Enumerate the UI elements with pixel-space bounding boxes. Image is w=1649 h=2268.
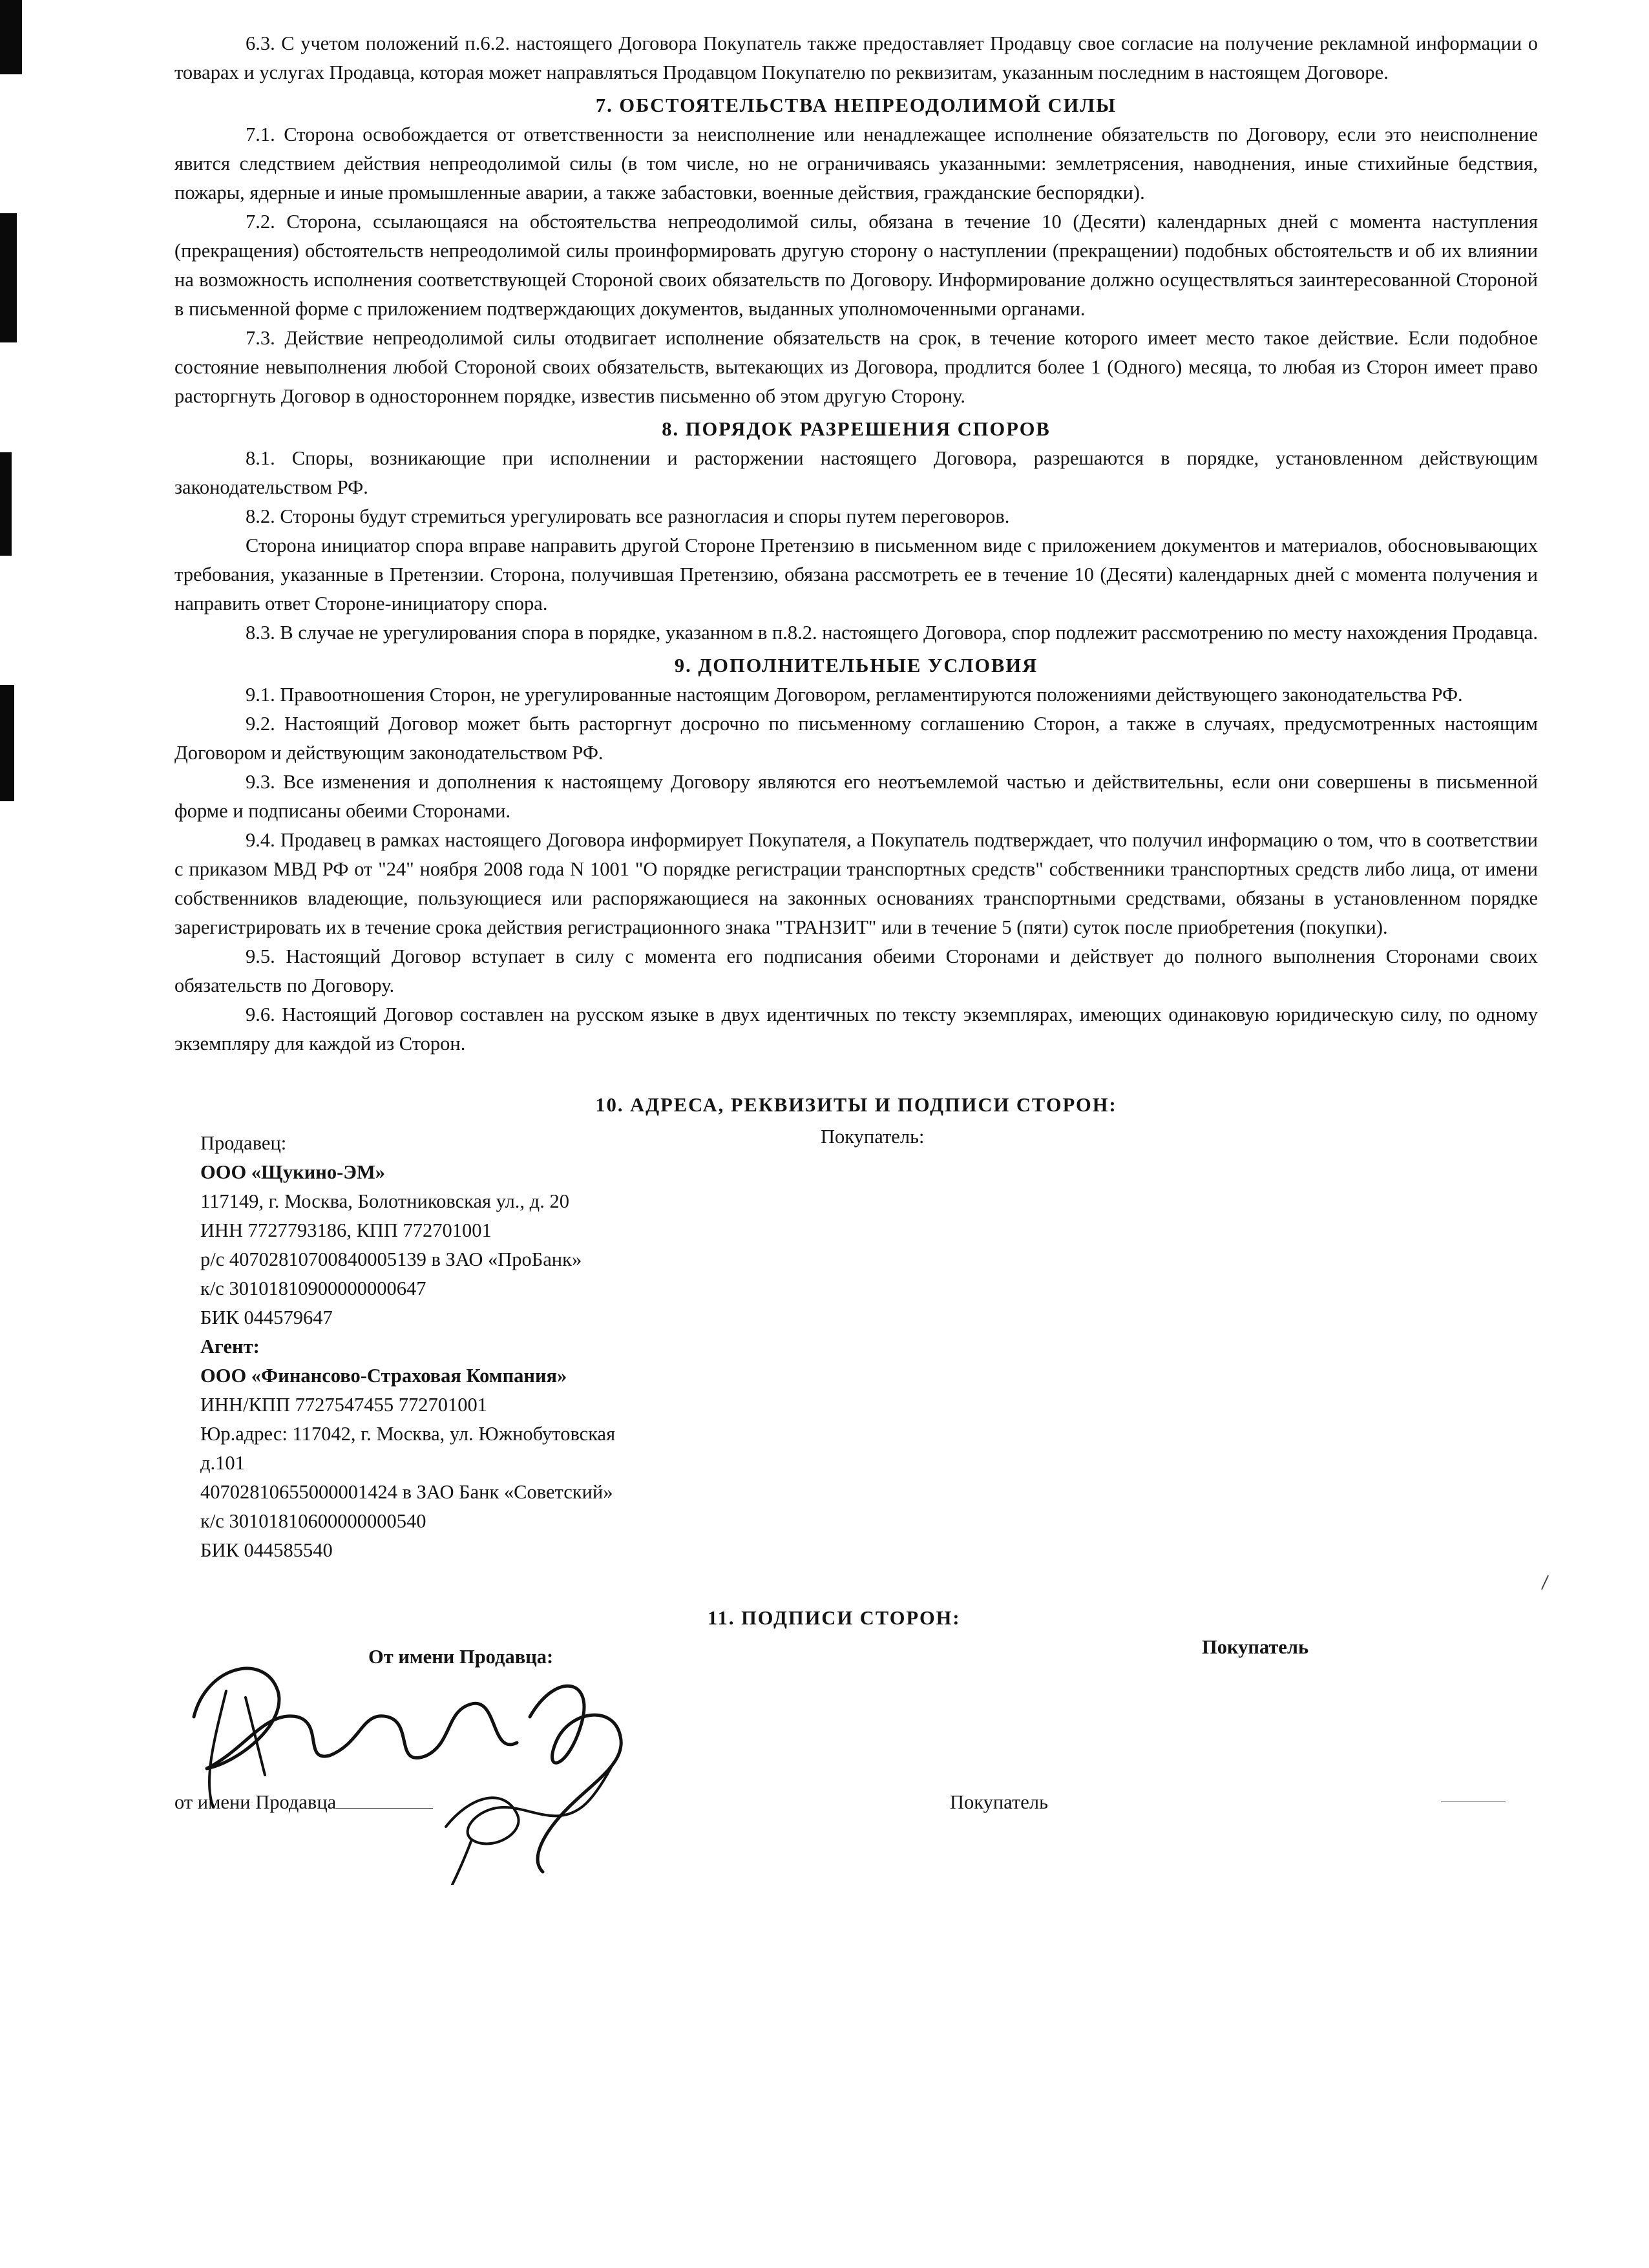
scan-edge-mark [0,685,14,801]
clause-9-6: 9.6. Настоящий Договор составлен на русском языке в двух идентичных по тексту экземплярах, имеющих одинаковую юридическую силу, по одному экземпляру для каждой из Сторон. [174,1003,1538,1055]
buyer-sign-line [950,1788,1048,1817]
seller-account: р/с 40702810700840005139 в ЗАО «ПроБанк» [200,1248,582,1270]
seller-label: Продавец: [200,1132,287,1154]
clause-9-5: 9.5. Настоящий Договор вступает в силу с момента его подписания обеими Сторонами и действует до полного выполнения Сторонами своих обязательств по Договору. [174,945,1538,996]
agent-name: ООО «Финансово-Страховая Компания» [200,1365,567,1387]
requisites-block [174,1122,1538,1962]
scan-edge-mark [0,0,22,74]
clause-8-1: 8.1. Споры, возникающие при исполнении и расторжении настоящего Договора, разрешаются в порядке, установленном действующим законодательством РФ. [174,447,1538,498]
seller-sign-label: От имени Продавца: [368,1646,554,1668]
seller-address: 117149, г. Москва, Болотниковская ул., д. 20 [200,1190,569,1212]
seller-requisites [200,1129,846,1565]
buyer-sign-caption: Покупатель [950,1791,1048,1813]
buyer-sign-label: Покупатель [1202,1636,1309,1658]
clause-7-3: 7.3. Действие непреодолимой силы отодвигает исполнение обязательств на срок, в течение которого имеет место такое действие. Если подобное состояние невыполнения любой Стороной своих обязательств, вытекающих из Договора, продлится более 1 (Одного) месяца, то любая из Сторон имеет право расторгнуть Договор в одностороннем порядке, известив письменно об этом другую Сторону. [174,327,1538,407]
section-8-heading: 8. ПОРЯДОК РАЗРЕШЕНИЯ СПОРОВ [662,418,1051,440]
clause-9-3: 9.3. Все изменения и дополнения к настоящему Договору являются его неотъемлемой частью и действительны, если они совершены в письменной форме и подписаны обеими Сторонами. [174,771,1538,822]
clause-8-3: 8.3. В случае не урегулирования спора в порядке, указанном в п.8.2. настоящего Договора, спор подлежит рассмотрению по месту нахождения Продавца. [246,622,1538,644]
agent-inn-kpp: ИНН/КПП 7727547455 772701001 [200,1394,487,1416]
seller-sign-caption: от имени Продавца [174,1791,337,1813]
section-10-heading: 10. АДРЕСА, РЕКВИЗИТЫ И ПОДПИСИ СТОРОН: [595,1094,1117,1116]
agent-bik: БИК 044585540 [200,1539,333,1561]
handwritten-signature [168,1613,750,1885]
agent-account: 40702810655000001424 в ЗАО Банк «Советский» [200,1481,613,1503]
seller-corr-account: к/с 30101810900000000647 [200,1277,426,1299]
scan-tick-mark [1541,1575,1549,1590]
clause-9-2: 9.2. Настоящий Договор может быть расторгнут досрочно по письменному соглашению Сторон, а также в случаях, предусмотренных настоящим Договором и действующим законодательством РФ. [174,713,1538,764]
section-7-heading: 7. ОБСТОЯТЕЛЬСТВА НЕПРЕОДОЛИМОЙ СИЛЫ [595,94,1117,116]
clause-7-1: 7.1. Сторона освобождается от ответственности за неисполнение или ненадлежащее исполнение обязательств по Договору, если это неисполнение явится следствием действия непреодолимой силы (в том числе, но не ограничиваясь указанными: землетрясения, наводнения, иные стихийные бедствия, пожары, ядерные и иные промышленные аварии, а также забастовки, военные действия, гражданские беспорядки). [174,123,1538,204]
signatures-heading: 11. ПОДПИСИ СТОРОН: [708,1607,961,1629]
clause-7-2: 7.2. Сторона, ссылающаяся на обстоятельства непреодолимой силы, обязана в течение 10 (Десяти) календарных дней с момента наступления (прекращения) обстоятельств непреодолимой силы проинформировать другую сторону о наступлении (прекращении) подобных обстоятельств и об их влиянии на возможность исполнения соответствующей Стороной своих обязательств по Договору. Информирование должно осуществляться заинтересованной Стороной в письменной форме с приложением подтверждающих документов, выданных уполномоченными органами. [174,211,1538,320]
clause-9-4: 9.4. Продавец в рамках настоящего Договора информирует Покупателя, а Покупатель подтверждает, что получил информацию о том, что в соответствии с приказом МВД РФ от "24" ноября 2008 года N 1001 "О порядке регистрации транспортных средств" собственники транспортных средств либо лица, от имени собственников владеющие, пользующиеся или распоряжающиеся на законных основаниях транспортными средствами, обязаны в установленном порядке зарегистрировать их в течение срока действия регистрационного знака "ТРАНЗИТ" или в течение 5 (пяти) суток после приобретения (покупки). [174,829,1538,938]
clause-9-1: 9.1. Правоотношения Сторон, не урегулированные настоящим Договором, регламентируются положениями действующего законодательства РФ. [246,684,1463,706]
agent-address: Юр.адрес: 117042, г. Москва, ул. Южнобутовская [200,1423,616,1445]
seller-inn-kpp: ИНН 7727793186, КПП 772701001 [200,1219,492,1241]
scan-edge-mark [0,213,17,342]
buyer-label: Покупатель: [821,1126,925,1148]
seller-name: ООО «Щукино-ЭМ» [200,1161,386,1183]
scan-edge-mark [0,452,12,556]
clause-8-2-claim: Сторона инициатор спора вправе направить другой Стороне Претензию в письменном виде с приложением документов и материалов, обосновывающих требования, указанные в Претензии. Сторона, получившая Претензию, обязана рассмотреть ее в течение 10 (Десяти) календарных дней с момента получения и направить ответ Стороне-инициатору спора. [174,534,1538,614]
section-9-heading: 9. ДОПОЛНИТЕЛЬНЫЕ УСЛОВИЯ [674,655,1038,677]
seller-bik: БИК 044579647 [200,1307,333,1328]
document-page [174,29,1538,1962]
clause-8-2: 8.2. Стороны будут стремиться урегулировать все разногласия и споры путем переговоров. [246,505,1010,527]
clause-6-3: 6.3. С учетом положений п.6.2. настоящего Договора Покупатель также предоставляет Продавцу свое согласие на получение рекламной информации о товарах и услугах Продавца, которая может направляться Продавцом Покупателю по реквизитам, указанным последним в настоящем Договоре. [174,32,1538,83]
agent-label: Агент: [200,1336,260,1358]
agent-address-cont: д.101 [200,1452,245,1474]
agent-corr-account: к/с 30101810600000000540 [200,1510,426,1532]
